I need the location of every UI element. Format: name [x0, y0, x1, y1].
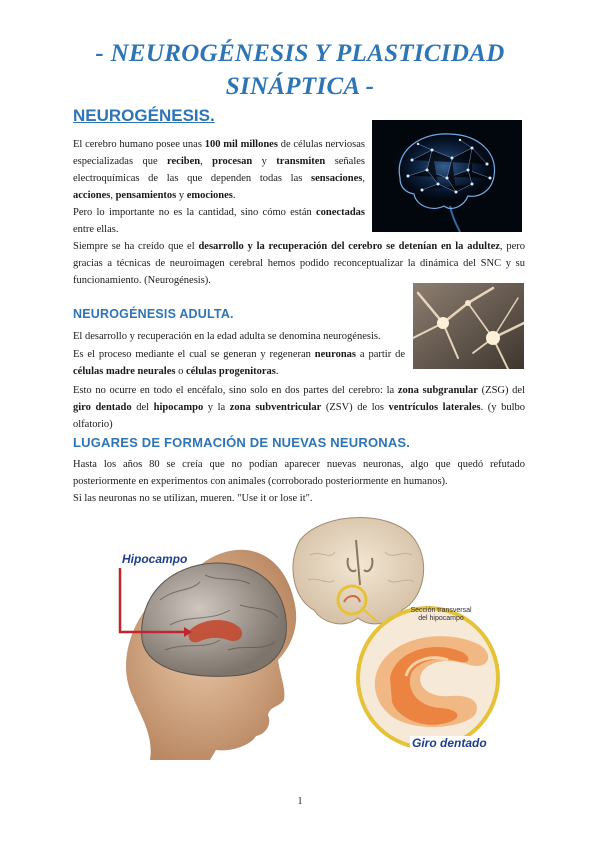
- heading-neurogenesis: NEUROGÉNESIS.: [73, 106, 215, 125]
- label-giro-dentado: Giro dentado: [412, 736, 487, 750]
- page-number: 1: [297, 796, 303, 807]
- hippocampus-cross-section-zoom: [358, 608, 498, 748]
- page-title-line-2: SINÁPTICA -: [225, 73, 375, 100]
- label-seccion-transversal: Sección transversal del hipocampo: [410, 607, 472, 622]
- hippocampus-figure: [110, 510, 530, 760]
- paragraph-brain-zones: Esto no ocurre en todo el encéfalo, sino solo en dos partes del cerebro: la zona subgranular (ZSG) del giro dentado del hipocampo y la zona subventricular (ZSV) de los ventrículos laterales. (y bulbo olfatorio): [73, 385, 526, 430]
- brain-network-image: [372, 120, 522, 232]
- heading-neurogenesis-adulta: NEUROGÉNESIS ADULTA.: [73, 307, 234, 321]
- paragraph-history: Hasta los años 80 se creía que no podían aparecer nuevas neuronas, algo que quedó refutado posteriormente en experimentos con animales (corroborado posteriormente en humanos).: [73, 459, 525, 487]
- label-hipocampo: Hipocampo: [122, 552, 188, 566]
- page-title-line-1: - NEUROGÉNESIS Y PLASTICIDAD: [95, 40, 505, 67]
- paragraph-adult-definition: El desarrollo y recuperación en la edad adulta se denomina neurogénesis.: [73, 331, 381, 342]
- paragraph-neuroimaging: Siempre se ha creído que el desarrollo y la recuperación del cerebro se detenían en la adultez, pero gracias a técnicas de neuroimagen cerebral hemos podido reconceptualizar la dinámica del SNC y su funcionamiento. (Neurogénesis).: [73, 241, 525, 286]
- paragraph-stem-cells: Es el proceso mediante el cual se generan y regeneran neuronas a partir de células madre neurales o células progenitoras.: [73, 349, 406, 377]
- neurons-image: [413, 283, 524, 369]
- paragraph-connections: Pero lo importante no es la cantidad, sino cómo están conectadas entre ellas.: [73, 207, 365, 235]
- paragraph-neurons-intro: El cerebro humano posee unas 100 mil millones de células nerviosas especializadas que reciben, procesan y transmiten señales electroquímicas de las que dependen todas las sensaciones, acciones, pensamientos y emociones.: [73, 139, 366, 201]
- head-profile-illustration: [120, 550, 296, 760]
- paragraph-use-it: Si las neuronas no se utilizan, mueren. "Use it or lose it".: [73, 493, 313, 504]
- heading-lugares-formacion: LUGARES DE FORMACIÓN DE NUEVAS NEURONAS.: [73, 435, 411, 450]
